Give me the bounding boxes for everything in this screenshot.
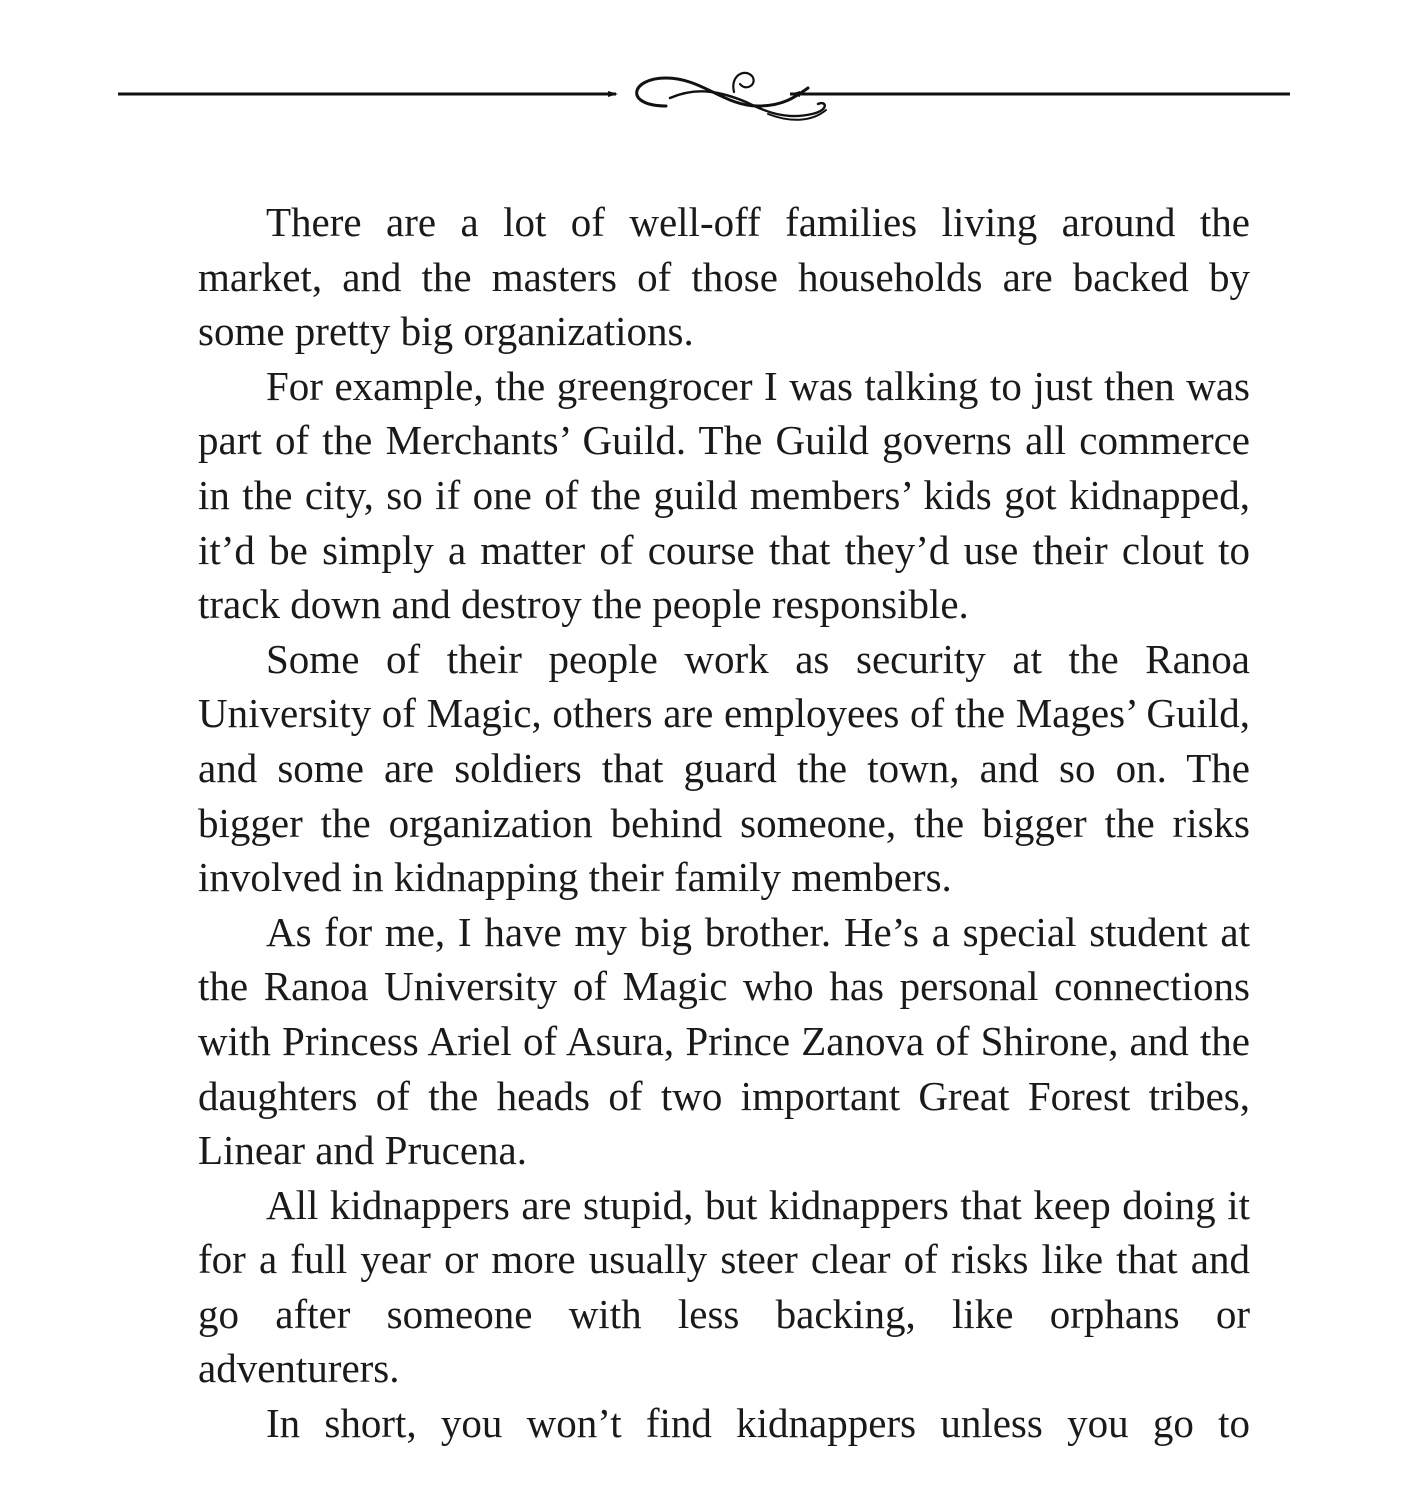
flourish-divider-icon xyxy=(118,62,1290,132)
paragraph-5: All kidnappers are stupid, but kidnappers that keep doing it for a full year or more usually steer clear of risks like that and go after someone with less backing, like orphans or adventurers. xyxy=(198,1181,1250,1392)
paragraph-1: There are a lot of well-off families living around the market, and the masters of those households are backed by some pretty big organizations. xyxy=(198,199,1250,355)
paragraph-3: Some of their people work as security at the Ranoa University of Magic, others are employees of the Mages’ Guild, and some are soldiers that guard the town, and so on. The bigger the organization behind someone, the bigger the risks involved in kidnapping their family members. xyxy=(198,635,1250,901)
paragraph-6: In short, you won’t find kidnappers unless you go to xyxy=(266,1400,1250,1447)
paragraph-2: For example, the greengrocer I was talking to just then was part of the Merchants’ Guild. The Guild governs all commerce in the city, so if one of the guild members’ kids got kidnapped, it’d be simply a matter of course that they’d use their clout to track down and destroy the people responsible. xyxy=(198,362,1250,628)
header-ornament xyxy=(118,62,1290,132)
text-body xyxy=(198,195,1250,1451)
paragraph-4: As for me, I have my big brother. He’s a special student at the Ranoa University of Magic who has personal connections with Princess Ariel of Asura, Prince Zanova of Shirone, and the daughters of the heads of two important Great Forest tribes, Linear and Prucena. xyxy=(198,908,1250,1174)
